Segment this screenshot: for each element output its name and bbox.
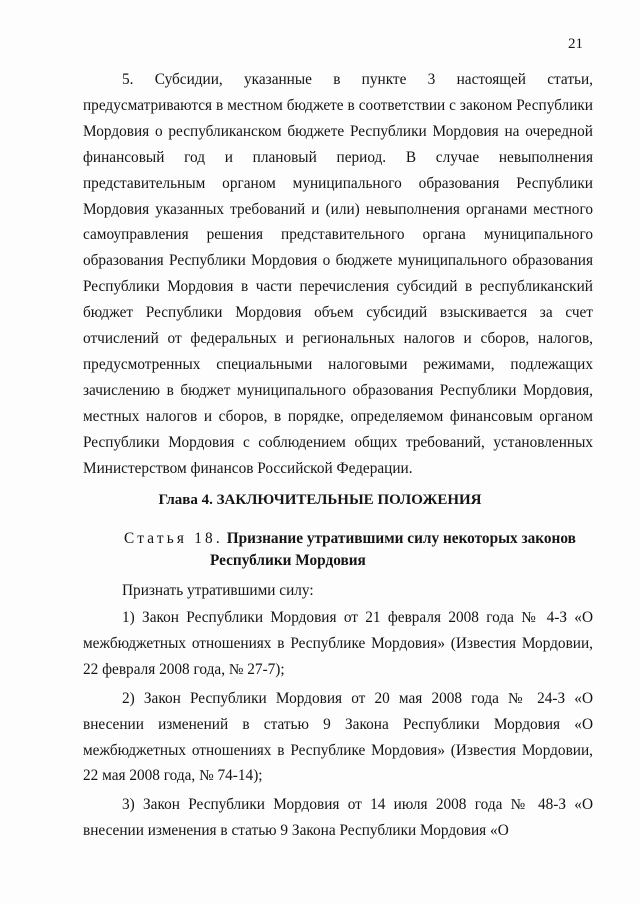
list-item: 1) Закон Республики Мордовия от 21 февраля 2008 года № 4-З «О межбюджетных отношениях в Республике Мордовия» (Известия Мордовии, 22 февраля 2008 года, № 27-7);	[83, 609, 593, 678]
article-title-line1: Признание утратившими силу некоторых законов	[226, 530, 576, 547]
list-item: 3) Закон Республики Мордовия от 14 июля 2008 года № 48-З «О внесении изменения в статью 9 Закона Республики Мордовия «О	[83, 796, 593, 840]
paragraph-5: 5. Субсидии, указанные в пункте 3 настоящей статьи, предусматриваются в местном бюджете в соответствии с законом Республики Мордовия о республиканском бюджете Республики Мордовия на очередной финансовый год и плановый период. В случае невыполнения представительным органом муниципального образования Республики Мордовия указанных требований и (или) невыполнения органами местного самоуправления решения представительного органа муниципального образования Республики Мордовия о бюджете муниципального образования Республики Мордовия в части перечисления субсидий в республиканский бюджет Республики Мордовия объем субсидий взыскивается за счет отчислений от федеральных и региональных налогов и сборов, налогов, предусмотренных специальными налоговыми режимами, подлежащих зачислению в бюджет муниципального образования Республики Мордовия, местных налогов и сборов, в порядке, определяемом финансовым органом Республики Мордовия с соблюдением общих требований, установленных Министерством финансов Российской Федерации.	[83, 71, 593, 477]
article-label: Статья 18.	[124, 530, 223, 547]
article-heading	[124, 528, 594, 572]
list-item: 2) Закон Республики Мордовия от 20 мая 2008 года № 24-З «О внесении изменений в статью 9 Закона Республики Мордовия «О межбюджетных отношениях в Республике Мордовия» (Известия Мордовии, 22 мая 2008 года, № 74-14);	[83, 689, 593, 785]
chapter-heading: Глава 4. ЗАКЛЮЧИТЕЛЬНЫЕ ПОЛОЖЕНИЯ	[158, 492, 482, 508]
page-number: 21	[568, 36, 583, 52]
repealed-laws-list	[83, 605, 593, 844]
article-title-line2: Республики Мордовия	[210, 552, 366, 569]
intro-text: Признать утратившими силу:	[122, 582, 314, 599]
